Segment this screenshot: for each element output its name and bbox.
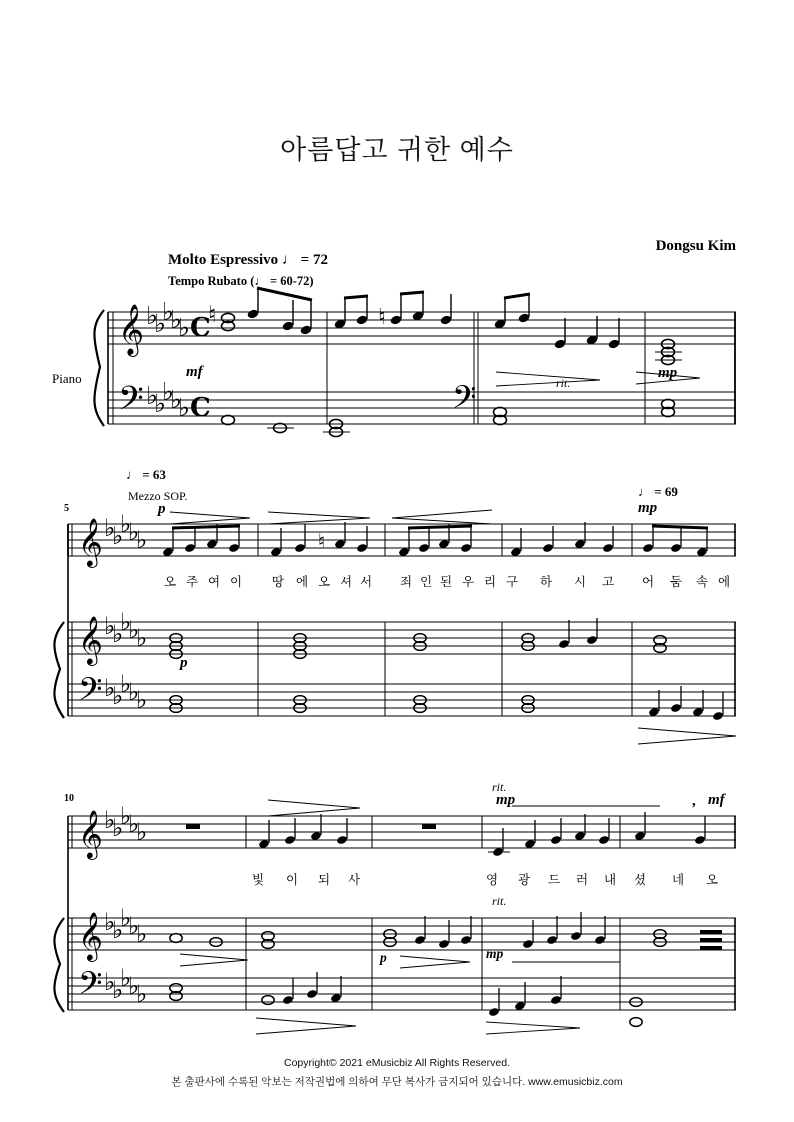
lyric-syllable: 우 xyxy=(462,575,475,589)
lyric-syllable: 에 xyxy=(296,575,309,589)
publisher-notice: 본 출판사에 수록된 악보는 저작권법에 의하여 무단 복사가 금지되어 있습니다. www.emusicbiz.com xyxy=(171,1076,623,1088)
lyric-syllable: 시 xyxy=(574,575,587,589)
lyric-syllable: 된 xyxy=(440,575,453,589)
page-title: 아름답고 귀한 예수 xyxy=(280,135,514,165)
dynamic-p-piano-system3: p xyxy=(380,950,387,965)
breath-comma-system3: , xyxy=(692,793,696,809)
instrument-label: Piano xyxy=(52,371,82,386)
svg-text:♭: ♭ xyxy=(104,514,116,542)
svg-text:𝄢: 𝄢 xyxy=(118,380,144,426)
lyric-syllable: 에 xyxy=(718,575,731,589)
svg-text:♭: ♭ xyxy=(136,818,148,846)
lyric-syllable: 어 xyxy=(642,575,655,589)
lyric-syllable: 네 xyxy=(672,873,685,887)
svg-text:♭: ♭ xyxy=(136,980,148,1008)
svg-text:♭: ♭ xyxy=(120,802,132,830)
copyright-line: Copyright© 2021 eMusicbiz All Rights Reserved. xyxy=(283,1057,510,1069)
svg-text:C: C xyxy=(190,313,211,343)
svg-text:♭: ♭ xyxy=(120,608,132,636)
dynamic-mp-system1: mp xyxy=(658,365,678,381)
lyric-syllable: 영 xyxy=(486,873,499,887)
svg-text:𝄢: 𝄢 xyxy=(78,671,103,715)
svg-text:♮: ♮ xyxy=(208,302,217,328)
svg-text:♭: ♭ xyxy=(136,526,148,554)
lyric-syllable: 인 xyxy=(420,575,433,589)
lyric-syllable: 죄 xyxy=(400,575,413,589)
lyric-syllable: 오 xyxy=(318,575,331,589)
svg-text:𝄞: 𝄞 xyxy=(78,615,103,664)
svg-text:♭: ♭ xyxy=(178,393,190,422)
svg-text:♭: ♭ xyxy=(120,670,132,698)
svg-text:♭: ♭ xyxy=(136,686,148,714)
svg-text:♭: ♭ xyxy=(128,972,140,1000)
lyric-syllable: 속 xyxy=(696,575,709,589)
svg-text:♭: ♭ xyxy=(146,381,158,410)
lyric-syllable: 하 xyxy=(540,575,553,589)
lyric-syllable: 주 xyxy=(186,575,199,589)
svg-text:♭: ♭ xyxy=(120,510,132,538)
dynamic-p-piano-system2: p xyxy=(180,655,188,671)
svg-text:♭: ♭ xyxy=(128,518,140,546)
rit-system3-voice: rit. xyxy=(492,780,507,794)
svg-text:♭: ♭ xyxy=(154,309,166,338)
dynamic-p-voice-system2: p xyxy=(158,501,166,517)
lyric-syllable: 오 xyxy=(706,873,719,887)
measure-number-10: 10 xyxy=(64,793,74,804)
svg-text:♭: ♭ xyxy=(154,389,166,418)
svg-text:♭: ♭ xyxy=(136,920,148,948)
lyric-syllable: 셔 xyxy=(340,575,353,589)
lyric-syllable: 되 xyxy=(318,873,331,887)
svg-text:♭: ♭ xyxy=(178,313,190,342)
rit-system3-piano: rit. xyxy=(492,894,507,908)
svg-text:C: C xyxy=(190,393,211,423)
lyric-syllable: 둠 xyxy=(670,575,683,589)
lyric-syllable: 리 xyxy=(484,575,497,589)
dynamic-mp-voice-system2: mp xyxy=(638,500,658,516)
dynamic-mp-piano-system3: mp xyxy=(486,946,504,961)
svg-text:♭: ♭ xyxy=(104,968,116,996)
svg-text:♮: ♮ xyxy=(378,305,386,330)
lyric-syllable: 빛 xyxy=(252,873,265,887)
lyric-syllable: 드 xyxy=(548,873,561,887)
svg-text:♭: ♭ xyxy=(104,806,116,834)
lyric-syllable: 오 xyxy=(164,575,177,589)
dynamic-mp-voice-system3: mp xyxy=(496,792,516,808)
svg-text:𝄞: 𝄞 xyxy=(118,304,145,355)
tempo-system2-right: ♩ = 69 xyxy=(638,484,678,499)
svg-text:♭: ♭ xyxy=(128,912,140,940)
svg-text:♭: ♭ xyxy=(120,964,132,992)
svg-text:♭: ♭ xyxy=(104,908,116,936)
lyric-syllable: 구 xyxy=(506,575,519,589)
svg-text:♭: ♭ xyxy=(112,682,124,710)
svg-text:♭: ♭ xyxy=(136,624,148,652)
lyric-syllable: 땅 xyxy=(272,575,285,589)
lyric-syllable: 여 xyxy=(208,575,221,589)
svg-text:𝄢: 𝄢 xyxy=(78,965,103,1009)
svg-text:♭: ♭ xyxy=(128,810,140,838)
svg-text:♭: ♭ xyxy=(112,620,124,648)
svg-text:♭: ♭ xyxy=(170,305,182,334)
lyric-syllable: 셨 xyxy=(634,873,647,887)
lyric-syllable: 고 xyxy=(602,575,615,589)
svg-text:𝄞: 𝄞 xyxy=(78,911,103,960)
svg-text:𝄞: 𝄞 xyxy=(78,809,103,858)
svg-text:♭: ♭ xyxy=(128,616,140,644)
lyric-syllable: 이 xyxy=(286,873,299,887)
lyric-syllable: 사 xyxy=(348,873,361,887)
svg-text:♭: ♭ xyxy=(128,678,140,706)
tempo-system2-left: ♩ = 63 xyxy=(126,467,166,482)
voice-part-label: Mezzo SOP. xyxy=(128,489,188,503)
svg-text:♭: ♭ xyxy=(112,976,124,1004)
svg-text:𝄢: 𝄢 xyxy=(452,379,477,423)
svg-text:♭: ♭ xyxy=(104,674,116,702)
measure-number-5: 5 xyxy=(64,503,69,514)
svg-text:♭: ♭ xyxy=(112,814,124,842)
svg-text:♭: ♭ xyxy=(120,904,132,932)
dynamic-mf-voice-system3: mf xyxy=(708,792,725,808)
lyric-syllable: 서 xyxy=(360,575,373,589)
lyric-syllable: 내 xyxy=(604,873,617,887)
dynamic-mf-system1: mf xyxy=(186,364,203,380)
rit-system1: rit. xyxy=(556,376,571,390)
lyric-syllable: 이 xyxy=(230,575,243,589)
tempo-marking-primary: Molto Espressivo ♩ = 72 xyxy=(168,252,328,268)
svg-text:♭: ♭ xyxy=(162,297,174,326)
svg-text:♭: ♭ xyxy=(146,301,158,330)
svg-text:♮: ♮ xyxy=(318,529,326,553)
tempo-marking-secondary: Tempo Rubato (♩ = 60-72) xyxy=(168,274,314,288)
svg-text:𝄞: 𝄞 xyxy=(78,517,103,566)
svg-text:♭: ♭ xyxy=(162,377,174,406)
svg-text:♭: ♭ xyxy=(170,385,182,414)
svg-text:♭: ♭ xyxy=(112,522,124,550)
svg-text:♭: ♭ xyxy=(112,916,124,944)
lyric-syllable: 광 xyxy=(518,873,531,887)
composer-name: Dongsu Kim xyxy=(655,238,736,254)
svg-text:♭: ♭ xyxy=(104,612,116,640)
lyric-syllable: 러 xyxy=(576,873,589,887)
